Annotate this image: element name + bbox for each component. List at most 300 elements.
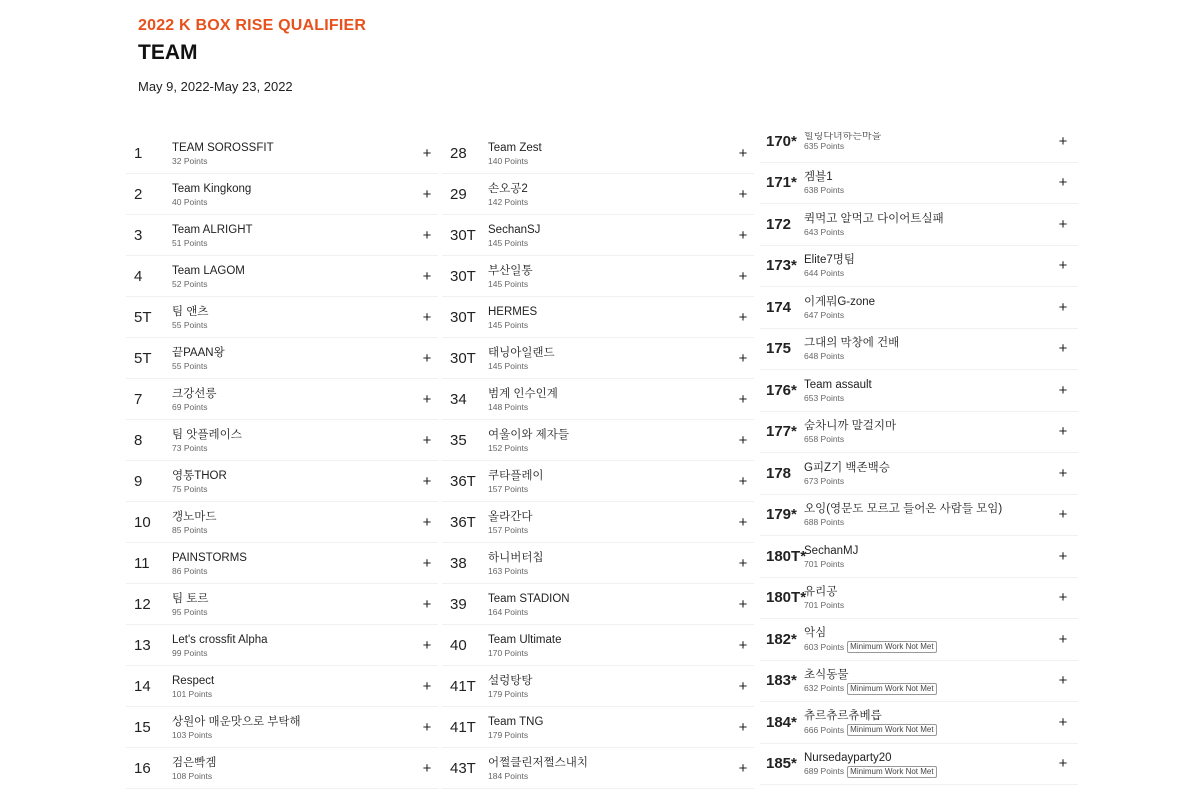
team-name: 검은빡겜 [172,756,217,769]
team-name: 갱노마드 [172,510,217,523]
expand-plus-icon[interactable]: + [1058,630,1068,648]
expand-plus-icon[interactable]: + [738,513,748,531]
team-rank: 4 [134,267,143,285]
team-row[interactable] [126,461,438,502]
team-rank: 175 [766,340,792,358]
team-row[interactable] [126,338,438,379]
team-rank: 5T [134,349,152,367]
team-name: 악심 [804,627,827,640]
expand-plus-icon[interactable]: + [1058,589,1068,607]
team-rank: 29 [450,185,467,203]
team-row[interactable] [126,215,438,256]
team-info [804,625,1048,653]
team-meta [172,197,416,208]
team-name: G피Z기 백존백승 [804,461,890,474]
expand-plus-icon[interactable]: + [738,226,748,244]
team-name: 부산일통 [488,264,533,277]
team-name: 팀 앗플레이스 [172,428,242,441]
team-rank: 36T [450,513,476,531]
team-meta [172,238,416,249]
expand-plus-icon[interactable]: + [1058,506,1068,524]
team-name: Respect [172,674,215,687]
team-name: PAINSTORMS [172,551,247,564]
team-meta [488,197,732,208]
team-row[interactable] [442,174,754,215]
team-meta [488,443,732,454]
team-meta [488,648,732,659]
team-row[interactable] [442,707,754,748]
expand-plus-icon[interactable]: + [422,554,432,572]
team-info [488,673,732,700]
team-points: 142 Points [488,196,529,207]
team-points: 145 Points [488,360,529,371]
expand-plus-icon[interactable]: + [1058,257,1068,275]
expand-plus-icon[interactable]: + [1058,381,1068,399]
team-rank: 11 [134,554,150,572]
team-rank: 2 [134,185,143,203]
team-rank: 177* [766,423,797,441]
team-info [172,140,416,167]
team-row[interactable] [126,379,438,420]
expand-plus-icon[interactable]: + [738,390,748,408]
team-name: 유리공 [804,586,838,599]
team-points: 73 Points [172,442,208,453]
team-info [804,667,1048,695]
team-name: 퀵먹고 알먹고 다이어트실패 [804,212,944,225]
team-rank: 9 [134,472,143,490]
team-row[interactable] [760,287,1078,329]
team-info [804,252,1048,279]
team-name: 어쩔클린저쩔스내치 [488,756,588,769]
team-info [804,377,1048,404]
team-rank: 41T [450,677,476,695]
team-points: 701 Points [804,558,845,569]
team-info [804,543,1048,570]
team-row[interactable] [442,379,754,420]
team-points: 603 Points [804,641,845,652]
team-name: SechanMJ [804,544,859,557]
team-row[interactable] [760,536,1078,578]
team-meta [172,361,416,372]
leaderboard-column-3 [760,121,1078,785]
team-meta [488,689,732,700]
team-meta [172,402,416,413]
team-row[interactable] [760,121,1078,163]
team-info [172,550,416,577]
expand-plus-icon[interactable]: + [1058,672,1068,690]
team-info [488,263,732,290]
team-rank: 183* [766,672,797,690]
team-meta [804,185,1048,196]
team-info [172,632,416,659]
team-row[interactable] [442,215,754,256]
expand-plus-icon[interactable]: + [1058,298,1068,316]
team-meta [172,771,416,782]
team-rank: 35 [450,431,467,449]
team-points: 179 Points [488,688,529,699]
expand-plus-icon[interactable]: + [738,554,748,572]
team-meta [488,607,732,618]
expand-plus-icon[interactable]: + [1058,215,1068,233]
team-name: 크강선릉 [172,387,217,400]
team-meta [804,141,1048,152]
team-rank: 3 [134,226,143,244]
expand-plus-icon[interactable]: + [1058,340,1068,358]
team-name: 오잉(영문도 모르고 들어온 사람들 모임) [804,503,1003,516]
team-name: Elite7명팀 [804,254,855,267]
team-info [804,460,1048,487]
team-info [804,169,1048,196]
team-row[interactable] [442,461,754,502]
team-meta [804,724,1048,736]
team-rank: 30T [450,308,476,326]
team-name: 팀 앤츠 [172,305,209,318]
team-rank: 180T* [766,547,807,565]
expand-plus-icon[interactable]: + [422,636,432,654]
team-points: 86 Points [172,565,208,576]
team-row[interactable] [760,619,1078,661]
team-points: 52 Points [172,278,208,289]
team-row[interactable] [126,133,438,174]
team-name: 올라간다 [488,510,533,523]
team-name: Team STADION [488,592,570,605]
expand-plus-icon[interactable]: + [1058,713,1068,731]
division-title: TEAM [138,41,198,64]
event-title: 2022 K BOX RISE QUALIFIER [138,17,367,34]
team-rank: 172 [766,215,792,233]
team-points: 647 Points [804,309,845,320]
expand-plus-icon[interactable]: + [1058,547,1068,565]
expand-plus-icon[interactable]: + [738,718,748,736]
team-info [488,140,732,167]
team-points: 179 Points [488,729,529,740]
team-meta [172,156,416,167]
team-name: 영통THOR [172,469,227,482]
team-name: 쿠타플레이 [488,469,544,482]
team-points: 157 Points [488,483,529,494]
team-row[interactable] [760,204,1078,246]
expand-plus-icon[interactable]: + [738,349,748,367]
team-meta [172,525,416,536]
expand-plus-icon[interactable]: + [422,677,432,695]
team-row[interactable] [126,625,438,666]
team-meta [804,310,1048,321]
team-info [488,222,732,249]
team-points: 40 Points [172,196,208,207]
team-rank: 182* [766,630,797,648]
team-points: 145 Points [488,319,529,330]
team-info [804,750,1048,778]
team-points: 666 Points [804,724,845,735]
team-rank: 170* [766,132,797,150]
team-meta [172,443,416,454]
team-row[interactable] [126,666,438,707]
team-points: 163 Points [488,565,529,576]
team-rank: 184* [766,713,797,731]
team-meta [172,607,416,618]
team-meta [488,238,732,249]
team-name: Team Kingkong [172,182,252,195]
expand-plus-icon[interactable]: + [738,636,748,654]
expand-plus-icon[interactable]: + [738,677,748,695]
team-points: 648 Points [804,351,845,362]
expand-plus-icon[interactable]: + [422,144,432,162]
team-info [172,755,416,782]
expand-plus-icon[interactable]: + [738,431,748,449]
minimum-work-badge: Minimum Work Not Met [847,766,936,778]
team-meta [172,648,416,659]
minimum-work-badge: Minimum Work Not Met [847,683,936,695]
team-row[interactable] [442,543,754,584]
team-row[interactable] [760,329,1078,371]
team-points: 108 Points [172,770,213,781]
team-meta [804,600,1048,611]
team-info [488,386,732,413]
team-info [804,501,1048,528]
team-points: 644 Points [804,268,845,279]
team-points: 51 Points [172,237,208,248]
team-points: 55 Points [172,319,208,330]
expand-plus-icon[interactable]: + [422,472,432,490]
team-meta [172,689,416,700]
team-info [488,632,732,659]
team-info [488,714,732,741]
team-points: 701 Points [804,600,845,611]
team-rank: 12 [134,595,151,613]
team-row[interactable] [126,297,438,338]
expand-plus-icon[interactable]: + [738,308,748,326]
team-points: 32 Points [172,155,208,166]
team-info [488,427,732,454]
expand-plus-icon[interactable]: + [422,718,432,736]
minimum-work-badge: Minimum Work Not Met [847,641,936,653]
team-points: 140 Points [488,155,529,166]
team-name: 여울이와 제자들 [488,428,569,441]
team-meta [488,156,732,167]
expand-plus-icon[interactable]: + [1058,755,1068,773]
expand-plus-icon[interactable]: + [422,349,432,367]
team-name: SechanSJ [488,223,541,236]
team-meta [804,766,1048,778]
team-rank: 7 [134,390,143,408]
team-name: 이게뭐G-zone [804,295,876,308]
team-meta [488,730,732,741]
team-row[interactable] [442,666,754,707]
expand-plus-icon[interactable]: + [738,759,748,777]
leaderboard-column-1 [126,133,438,789]
expand-plus-icon[interactable]: + [422,226,432,244]
team-name: 힐링다녀하는마을 [804,131,882,140]
team-meta [488,320,732,331]
team-row[interactable] [442,748,754,789]
team-rank: 16 [134,759,151,777]
team-name: 설렁탕탕 [488,674,533,687]
team-row[interactable] [760,744,1078,786]
team-rank: 13 [134,636,151,654]
team-rank: 30T [450,267,476,285]
team-rank: 10 [134,513,151,531]
team-name: 초식동물 [804,668,849,681]
expand-plus-icon[interactable]: + [1058,174,1068,192]
team-name: Team Zest [488,141,542,154]
team-rank: 176* [766,381,797,399]
team-name: 하니버터칩 [488,551,544,564]
expand-plus-icon[interactable]: + [738,267,748,285]
team-rank: 171* [766,174,797,192]
team-rank: 174 [766,298,792,316]
event-dates: May 9, 2022-May 23, 2022 [138,79,293,94]
team-name: Team Ultimate [488,633,562,646]
team-meta [172,566,416,577]
team-points: 635 Points [804,140,845,151]
leaderboard-column-2 [442,133,754,789]
team-info [172,714,416,741]
team-points: 55 Points [172,360,208,371]
expand-plus-icon[interactable]: + [1058,132,1068,150]
team-meta [804,393,1048,404]
team-row[interactable] [442,420,754,461]
team-meta [804,517,1048,528]
team-row[interactable] [442,338,754,379]
team-points: 101 Points [172,688,213,699]
expand-plus-icon[interactable]: + [422,513,432,531]
team-rank: 30T [450,349,476,367]
team-row[interactable] [126,174,438,215]
team-name: 범계 인수인계 [488,387,558,400]
minimum-work-badge: Minimum Work Not Met [847,724,936,736]
team-row[interactable] [126,707,438,748]
team-row[interactable] [442,133,754,174]
team-row[interactable] [442,502,754,543]
team-row[interactable] [760,412,1078,454]
team-info [488,345,732,372]
team-points: 688 Points [804,517,845,528]
expand-plus-icon[interactable]: + [422,431,432,449]
team-name: 손오공2 [488,182,528,195]
team-points: 148 Points [488,401,529,412]
team-meta [488,771,732,782]
team-row[interactable] [760,661,1078,703]
team-meta [804,227,1048,238]
expand-plus-icon[interactable]: + [1058,423,1068,441]
team-row[interactable] [442,625,754,666]
team-name: 츄르츄르츄베릅 [804,710,882,723]
team-name: 그대의 막창에 건배 [804,337,900,350]
team-info [804,211,1048,238]
expand-plus-icon[interactable]: + [738,144,748,162]
expand-plus-icon[interactable]: + [422,267,432,285]
team-points: 638 Points [804,185,845,196]
team-row[interactable] [760,370,1078,412]
team-rank: 40 [450,636,467,654]
team-points: 170 Points [488,647,529,658]
team-rank: 15 [134,718,151,736]
team-points: 152 Points [488,442,529,453]
team-points: 85 Points [172,524,208,535]
team-meta [488,402,732,413]
expand-plus-icon[interactable]: + [422,595,432,613]
team-info [488,755,732,782]
team-rank: 1 [134,144,143,162]
team-row[interactable] [126,256,438,297]
team-rank: 43T [450,759,476,777]
expand-plus-icon[interactable]: + [422,308,432,326]
team-points: 145 Points [488,237,529,248]
team-row[interactable] [126,420,438,461]
team-points: 673 Points [804,475,845,486]
expand-plus-icon[interactable]: + [1058,464,1068,482]
team-meta [804,683,1048,695]
team-row[interactable] [760,246,1078,288]
expand-plus-icon[interactable]: + [738,185,748,203]
team-row[interactable] [760,495,1078,537]
team-meta [804,559,1048,570]
expand-plus-icon[interactable]: + [422,185,432,203]
team-points: 658 Points [804,434,845,445]
team-info [172,427,416,454]
team-row[interactable] [760,702,1078,744]
team-row[interactable] [760,453,1078,495]
team-row[interactable] [126,584,438,625]
team-meta [804,351,1048,362]
team-info [172,181,416,208]
team-rank: 36T [450,472,476,490]
team-info [172,222,416,249]
team-row[interactable] [442,256,754,297]
team-rank: 178 [766,464,792,482]
team-row[interactable] [760,163,1078,205]
team-name: 끝PAAN왕 [172,346,225,359]
team-row[interactable] [760,578,1078,620]
expand-plus-icon[interactable]: + [738,595,748,613]
team-meta [804,434,1048,445]
expand-plus-icon[interactable]: + [422,390,432,408]
team-meta [804,476,1048,487]
team-meta [488,279,732,290]
team-row[interactable] [126,543,438,584]
team-row[interactable] [126,502,438,543]
team-name: Team TNG [488,715,544,728]
expand-plus-icon[interactable]: + [738,472,748,490]
team-info [488,509,732,536]
team-meta [172,484,416,495]
expand-plus-icon[interactable]: + [422,759,432,777]
team-row[interactable] [126,748,438,789]
team-name: Team LAGOM [172,264,245,277]
team-row[interactable] [442,297,754,338]
team-rank: 28 [450,144,467,162]
team-rank: 8 [134,431,143,449]
team-info [804,131,1048,152]
team-info [488,181,732,208]
team-rank: 30T [450,226,476,244]
team-name: Let's crossfit Alpha [172,633,268,646]
team-info [804,335,1048,362]
team-points: 643 Points [804,226,845,237]
leaderboard-header [138,17,366,94]
team-points: 103 Points [172,729,213,740]
team-rank: 39 [450,595,467,613]
team-name: Team ALRIGHT [172,223,253,236]
team-info [172,468,416,495]
team-row[interactable] [442,584,754,625]
team-meta [172,279,416,290]
team-info [172,304,416,331]
team-info [172,345,416,372]
team-points: 157 Points [488,524,529,535]
team-name: 팀 토르 [172,592,209,605]
team-rank: 41T [450,718,476,736]
